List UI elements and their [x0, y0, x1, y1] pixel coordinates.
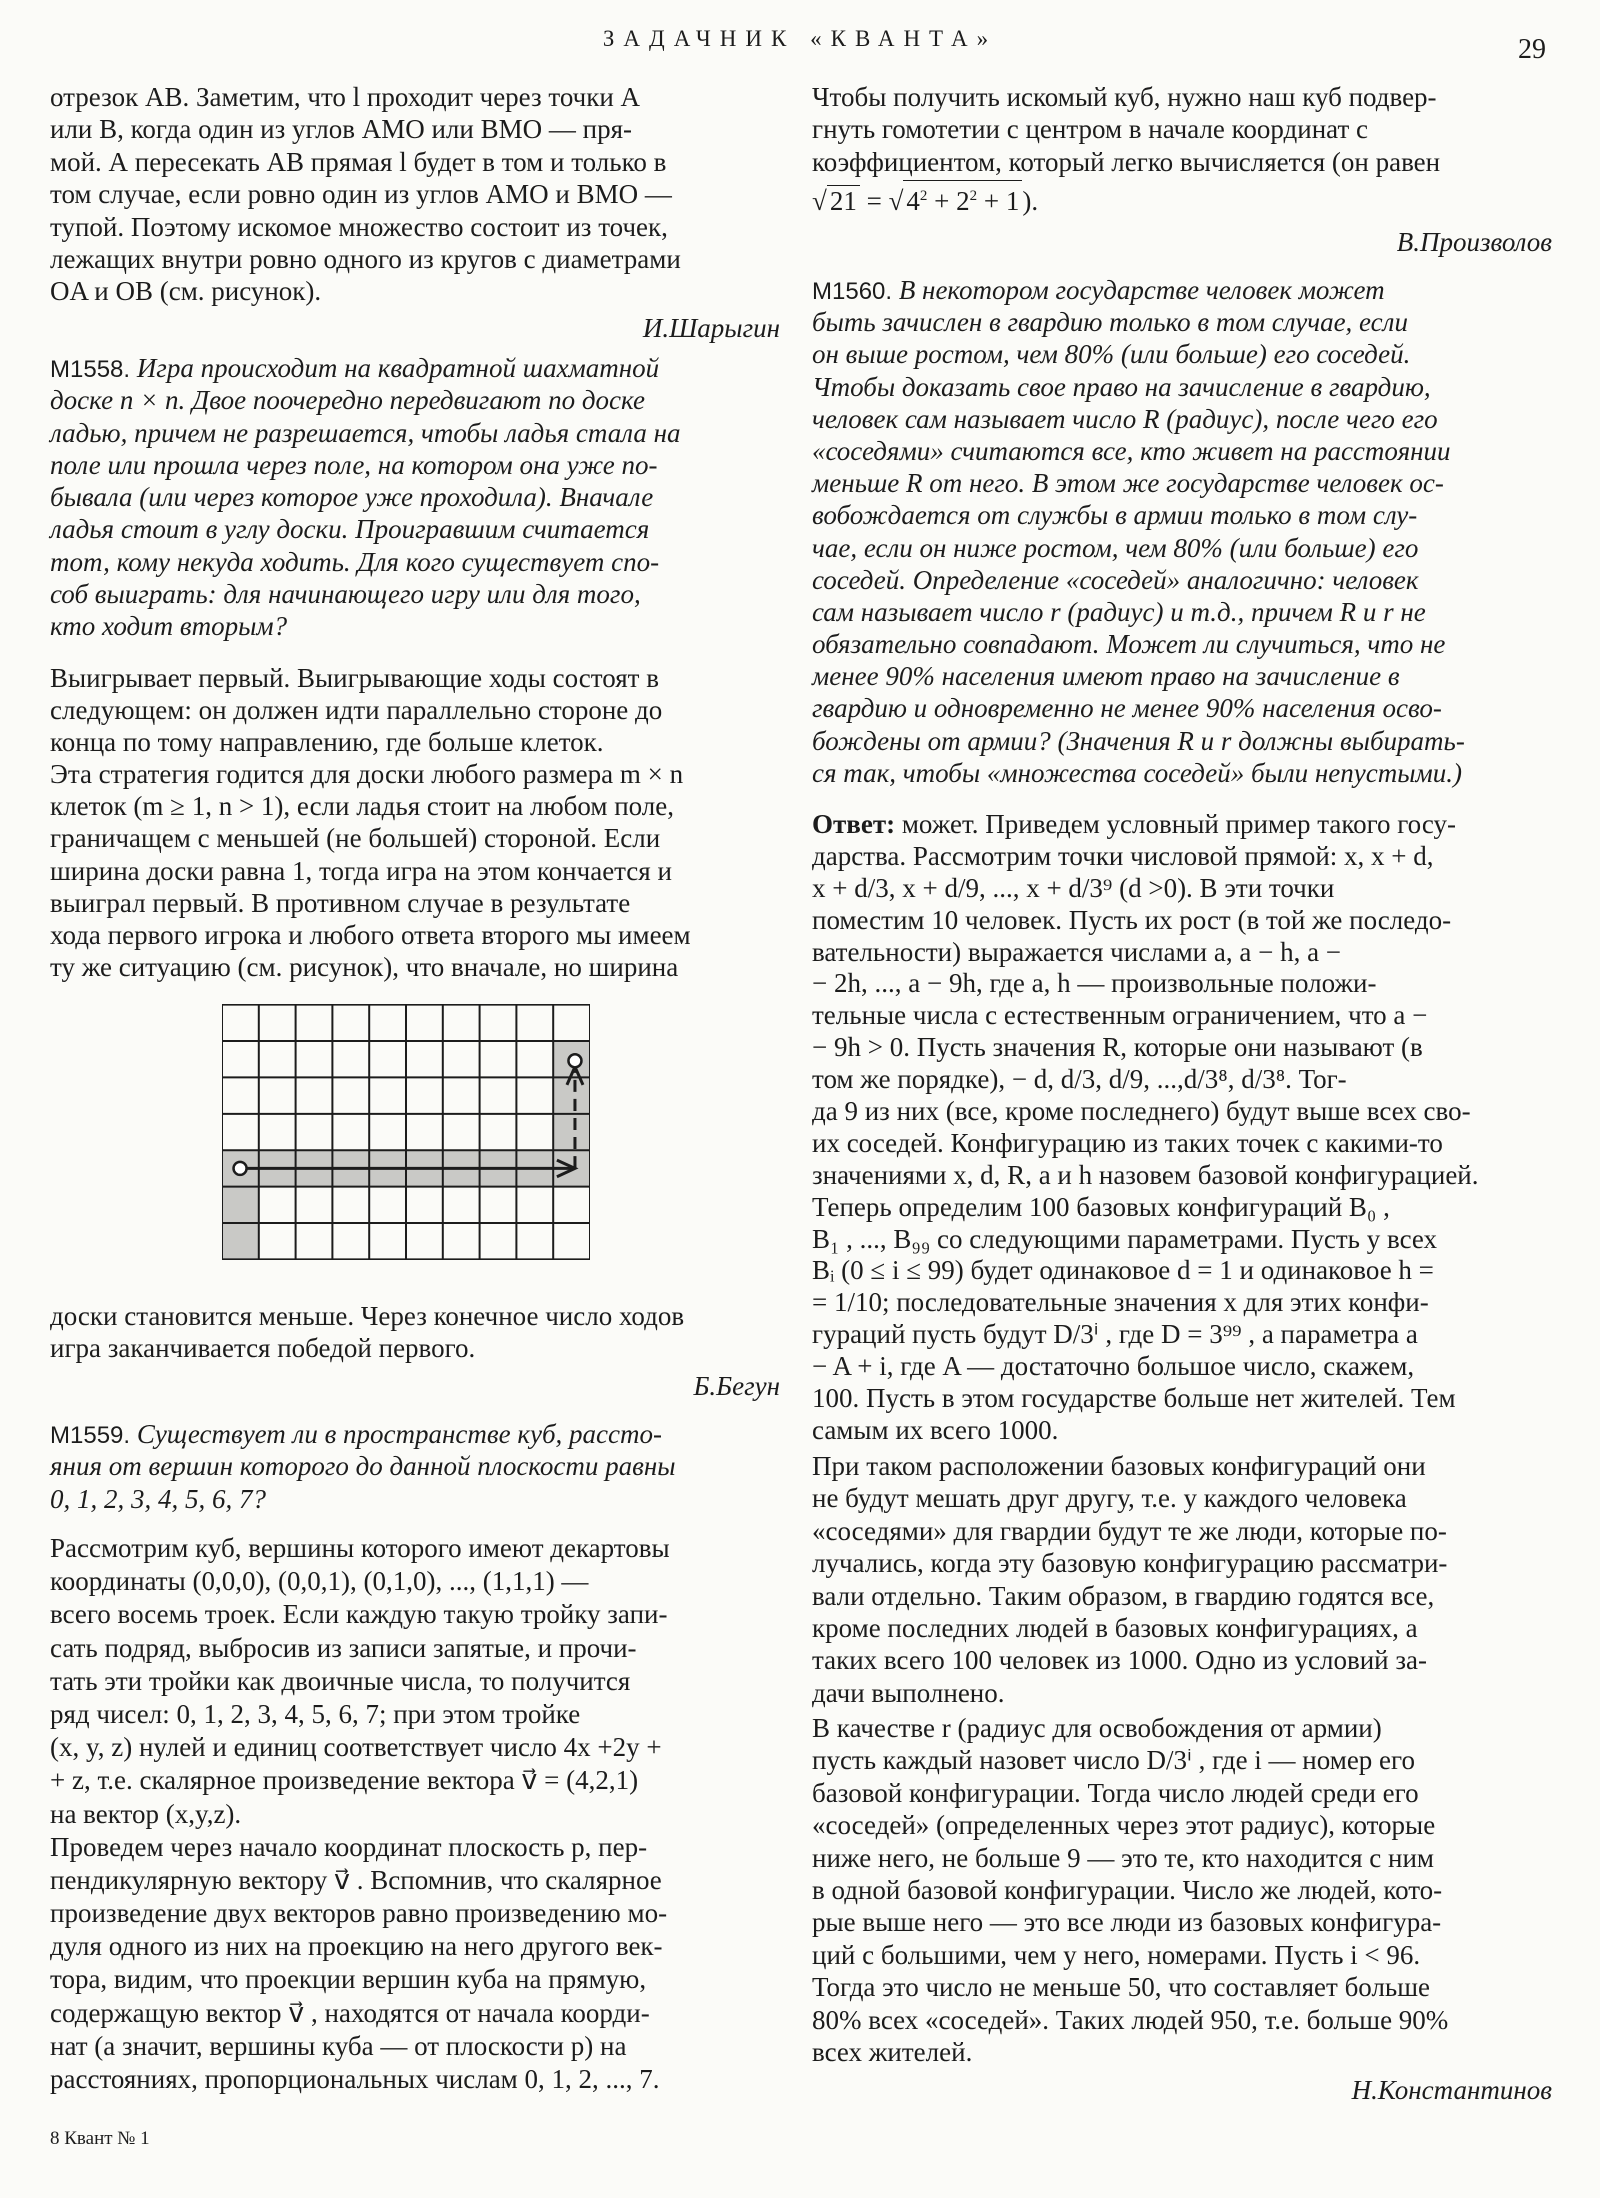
board-grid — [222, 1005, 590, 1260]
text-line — [812, 1128, 1552, 1160]
line-text: Bᵢ (0 ≤ i ≤ 99) будет одинаковое d = 1 и одинаковое h = — [812, 1255, 1434, 1286]
line-text: поместим 10 человек. Пусть их рост (в той же последо- — [812, 904, 1452, 935]
text-line — [812, 873, 1552, 905]
text-line: гнуть гомотетии с центром в начале координат с — [812, 114, 1369, 145]
solution-m1560-army — [812, 1712, 1552, 2068]
line-text: менее 90% населения имеют право на зачисление в — [812, 661, 1400, 692]
text-line: выиграл первый. В противном случае в результате — [50, 887, 631, 918]
text-line: дуля одного из них на проекцию на него другого век- — [50, 1931, 663, 1962]
text-line — [812, 1096, 1552, 1128]
line-text: «соседями» считаются все, кто живет на расстоянии — [812, 435, 1451, 466]
text-line: OA и OB (см. рисунок). — [50, 276, 322, 307]
equals-sign: = — [859, 186, 889, 216]
line-text: да 9 из них (все, кроме последнего) будут выше всех сво- — [812, 1096, 1471, 1127]
text-line: не будут мешать друг другу, т.е. у каждого человека — [812, 1483, 1407, 1514]
text-line — [50, 610, 780, 642]
page-footer: 8 Квант № 1 — [50, 2128, 150, 2149]
text-line — [812, 1160, 1552, 1192]
line-text: В некотором государстве человек может — [898, 275, 1385, 305]
exponent: 2 — [919, 188, 928, 204]
text-line: коэффициентом, который легко вычисляется (он равен — [812, 146, 1441, 177]
line-text: яния от вершин которого до данной плоскости равны — [50, 1451, 676, 1482]
text-line: доски становится меньше. Через конечное число ходов — [50, 1301, 685, 1331]
text-line — [812, 1287, 1552, 1319]
text-line — [812, 596, 1552, 628]
line-text: вательности) выражается числами a, a − h, a − — [812, 936, 1342, 967]
text-line — [812, 905, 1552, 937]
text-line: расстояниях, пропорциональных числам 0, 1, 2, ..., 7. — [50, 2064, 660, 2094]
text-line: рые выше него — это все люди из базовых конфигура- — [812, 1907, 1442, 1938]
line-text: он выше ростом, чем 80% (или больше) его соседей. — [812, 339, 1411, 370]
text-line: клеток (m ≥ 1, n > 1), если ладья стоит на любом поле, — [50, 791, 675, 822]
line-text: вобождается от службы в армии только в том слу- — [812, 500, 1418, 531]
line-text: тельные числа с естественным ограничением, что a − — [812, 1000, 1428, 1031]
radical-sign: √ — [888, 186, 904, 216]
text-line — [50, 384, 780, 416]
text-line: координаты (0,0,0), (0,0,1), (0,1,0), ..., (1,1,1) — — [50, 1566, 589, 1597]
text-line — [812, 1255, 1552, 1287]
text-line — [50, 1418, 780, 1450]
line-text: кто ходит вторым? — [50, 611, 288, 642]
chessboard-figure — [222, 1004, 590, 1260]
text-line: граничащем с меньшей (не большей) стороной. Если — [50, 823, 661, 854]
text-line: тать эти тройки как двоичные числа, то получится — [50, 1665, 631, 1696]
text-line — [812, 1032, 1552, 1064]
text-line: содержащую вектор v⃗ , находятся от начала коорди- — [50, 1997, 650, 2028]
text-line: ниже него, не больше 9 — это те, кто находится с ним — [812, 1842, 1434, 1873]
line-text: B₁ , ..., B₉₉ со следующими параметрами. Пусть у всех — [812, 1223, 1438, 1254]
text-line: сать подряд, выбросив из записи запятые, и прочи- — [50, 1632, 637, 1663]
solution-m1560-answer — [812, 809, 1552, 1447]
text-line: Чтобы получить искомый куб, нужно наш куб подвер- — [812, 82, 1437, 112]
line-text: самым их всего 1000. — [812, 1414, 1059, 1445]
text-line: тупой. Поэтому искомое множество состоит из точек, — [50, 211, 668, 242]
running-header: ЗАДАЧНИК «КВАНТА» — [602, 26, 998, 51]
line-text: обязательно совпадают. Может ли случиться, что не — [812, 629, 1446, 660]
line-text: гвардию и одновременно не менее 90% населения осво- — [812, 693, 1442, 724]
text-line — [812, 1224, 1552, 1256]
text-line — [50, 1450, 780, 1482]
text-line — [812, 841, 1552, 873]
text-line — [812, 467, 1552, 499]
page-number: 29 — [1518, 34, 1546, 65]
coefficient-formula — [812, 180, 1552, 217]
text-line — [812, 403, 1552, 435]
text-line: При таком расположении базовых конфигураций они — [812, 1451, 1426, 1481]
problem-label: М1558. — [50, 356, 131, 383]
problem-m1559 — [50, 1418, 780, 1515]
text-line: вали отдельно. Таким образом, в гвардию годятся все, — [812, 1580, 1435, 1611]
text-line — [812, 1383, 1552, 1415]
line-text: Теперь определим 100 базовых конфигураций B₀ , — [812, 1191, 1390, 1222]
text-line — [812, 968, 1552, 1000]
line-text: может. Приведем условный пример такого госу- — [901, 809, 1456, 839]
author-signature: Н.Константинов — [1351, 2075, 1552, 2105]
text-line — [812, 564, 1552, 596]
text-line — [812, 371, 1552, 403]
text-line: Тогда это число не меньше 50, что составляет больше — [812, 1972, 1431, 2003]
line-text: 100. Пусть в этом государстве больше нет жителей. Тем — [812, 1383, 1456, 1414]
text-line — [812, 757, 1552, 789]
text-line — [812, 937, 1552, 969]
solution-m1559-end — [812, 81, 1552, 178]
line-text: поле или прошла через поле, на котором она уже по- — [50, 449, 658, 480]
text-line — [812, 1415, 1552, 1447]
text-line — [812, 809, 1552, 841]
line-text: Игра происходит на квадратной шахматной — [136, 353, 660, 383]
line-text: человек сам называет число R (радиус), после чего его — [812, 403, 1438, 434]
text-line: отрезок AB. Заметим, что l проходит через точки A — [50, 82, 641, 112]
text-line: хода первого игрока и любого ответа второго мы имеем — [50, 919, 691, 950]
text-line: том случае, если ровно один из углов AMO и BMO — — [50, 179, 672, 210]
text-line: игра заканчивается победой первого. — [50, 1333, 476, 1364]
text-line: следующем: он должен идти параллельно стороне до — [50, 695, 663, 726]
text-line: «соседями» для гвардии будут те же люди, которые по- — [812, 1515, 1447, 1546]
text-line — [812, 306, 1552, 338]
line-text: x + d/3, x + d/9, ..., x + d/3⁹ (d >0). В эти точки — [812, 872, 1335, 903]
line-text: − A + i, где A — достаточно большое число, скажем, — [812, 1351, 1415, 1382]
line-text: соб выиграть: для начинающего игру или для того, — [50, 579, 641, 610]
line-text: меньше R от него. В этом же государстве человек ос- — [812, 468, 1444, 499]
text-line: 80% всех «соседей». Таких людей 950, т.е. больше 90% — [812, 2004, 1449, 2035]
text-line — [812, 1192, 1552, 1224]
radical-sign: √ — [812, 186, 827, 216]
text-line — [812, 1000, 1552, 1032]
text-line: базовой конфигурации. Тогда число людей среди его — [812, 1777, 1419, 1808]
text-line — [812, 435, 1552, 467]
text-line: лежащих внутри ровно одного из кругов с диаметрами — [50, 243, 681, 274]
text-line: Рассмотрим куб, вершины которого имеют декартовы — [50, 1533, 670, 1563]
solution-m1558-end — [50, 1300, 780, 1365]
text-line: лучались, когда эту базовую конфигурацию рассматри- — [812, 1548, 1448, 1579]
line-text: 0, 1, 2, 3, 4, 5, 6, 7? — [50, 1483, 266, 1514]
problem-label: М1559. — [50, 1422, 131, 1449]
text-line: или B, когда один из углов AMO или BMO — пря- — [50, 114, 632, 145]
text-line: В качестве r (радиус для освобождения от армии) — [812, 1713, 1382, 1743]
text-line — [812, 1351, 1552, 1383]
text-line — [812, 499, 1552, 531]
line-text: чае, если он ниже ростом, чем 80% (или больше) его — [812, 532, 1419, 563]
text-line: Выигрывает первый. Выигрывающие ходы состоят в — [50, 663, 659, 693]
line-text: ся так, чтобы «множества соседей» были непустыми.) — [812, 757, 1462, 788]
line-text: ладью, причем не разрешается, чтобы ладья стала на — [50, 417, 681, 448]
text-line: дачи выполнено. — [812, 1677, 1005, 1708]
line-text: ладья стоит в углу доски. Проигравшим считается — [50, 514, 650, 545]
text-line: ций с большими, чем у него, номерами. Пусть i < 96. — [812, 1939, 1421, 1970]
text-line — [50, 449, 780, 481]
text-line: произведение двух векторов равно произведению мо- — [50, 1898, 668, 1929]
text-line: всех жителей. — [812, 2036, 973, 2067]
text-line: + z, т.е. скалярное произведение вектора v⃗ = (4,2,1) — [50, 1765, 639, 1796]
text-line: ту же ситуацию (см. рисунок), что вначале, но ширина — [50, 951, 679, 982]
line-text: гураций пусть будут D/3ⁱ , где D = 3⁹⁹ , а параметра a — [812, 1319, 1418, 1350]
text-line — [812, 628, 1552, 660]
text-line: таких всего 100 человек из 1000. Одно из условий за- — [812, 1645, 1428, 1676]
start-position-marker — [234, 1162, 247, 1175]
line-text: = 1/10; последовательные значения x для этих конфи- — [812, 1287, 1429, 1318]
text-line — [50, 417, 780, 449]
line-text: сам называет число r (радиус) и т.д., причем R и r не — [812, 596, 1426, 627]
text-line: в одной базовой конфигурации. Число же людей, кото- — [812, 1874, 1443, 1905]
solution-m1558 — [50, 662, 780, 983]
problem-m1560 — [812, 274, 1552, 789]
line-text: доске n × n. Двое поочередно передвигают по доске — [50, 385, 645, 416]
radicand-right — [903, 180, 1022, 216]
text-line — [812, 532, 1552, 564]
text-line: ряд чисел: 0, 1, 2, 3, 4, 5, 6, 7; при этом тройке — [50, 1698, 581, 1729]
text-line — [50, 513, 780, 545]
text-line: всего восемь троек. Если каждую такую тройку запи- — [50, 1599, 668, 1630]
text-line: тора, видим, что проекции вершин куба на прямую, — [50, 1964, 647, 1995]
plus-one: + 1 — [977, 186, 1020, 216]
text-line — [50, 352, 780, 384]
text-line: мой. А пересекать AB прямая l будет в том и только в — [50, 146, 667, 177]
formula-tail: ). — [1022, 186, 1039, 216]
text-line: нат (а значит, вершины куба — от плоскости p) на — [50, 2030, 627, 2061]
line-text: быть зачислен в гвардию только в том случае, если — [812, 307, 1408, 338]
text-line — [50, 1483, 780, 1515]
text-line: пусть каждый назовет число D/3ⁱ , где i — номер его — [812, 1745, 1415, 1776]
text-line — [812, 274, 1552, 306]
text-line: (x, y, z) нулей и единиц соответствует число 4x +2y + — [50, 1732, 662, 1763]
text-line — [812, 725, 1552, 757]
text-line — [812, 1064, 1552, 1096]
text-line: Проведем через начало координат плоскость p, пер- — [50, 1831, 648, 1862]
line-text: дарства. Рассмотрим точки числовой прямой: x, x + d, — [812, 840, 1434, 871]
text-line — [812, 1319, 1552, 1351]
text-line — [50, 578, 780, 610]
line-text: тот, кому некуда ходить. Для кого существует спо- — [50, 546, 660, 577]
line-text: бождены от армии? (Значения R и r должны выбирать- — [812, 725, 1465, 756]
text-line: кроме последних людей в базовых конфигурациях, а — [812, 1612, 1418, 1643]
base: 2 — [956, 186, 970, 216]
text-line — [50, 546, 780, 578]
line-text: соседей. Определение «соседей» аналогично: человек — [812, 564, 1419, 595]
problem-m1558 — [50, 352, 780, 643]
text-line: на вектор (x,y,z). — [50, 1798, 242, 1829]
text-line — [812, 338, 1552, 370]
line-text: − 9h > 0. Пусть значения R, которые они называют (в — [812, 1032, 1423, 1063]
solution-m1557-end — [50, 81, 780, 308]
plus-sign: + — [927, 186, 957, 216]
text-line: конца по тому направлению, где больше клеток. — [50, 727, 604, 758]
line-text: Существует ли в пространстве куб, рассто- — [136, 1419, 663, 1449]
text-line: ширина доски равна 1, тогда игра на этом кончается и — [50, 855, 672, 886]
text-line: пендикулярную вектору v⃗ . Вспомнив, что скалярное — [50, 1864, 662, 1895]
text-line — [812, 660, 1552, 692]
exponent: 2 — [969, 188, 978, 204]
line-text: − 2h, ..., a − 9h, где a, h — произвольные положи- — [812, 968, 1377, 999]
problem-label: М1560. — [812, 278, 893, 305]
text-line — [50, 481, 780, 513]
text-line: «соседей» (определенных через этот радиус), которые — [812, 1810, 1436, 1841]
radicand-left: 21 — [827, 185, 860, 216]
line-text: Чтобы доказать свое право на зачисление в гвардию, — [812, 371, 1431, 402]
author-signature: В.Произволов — [1396, 227, 1552, 257]
line-text: значениями x, d, R, a и h назовем базовой конфигурацией. — [812, 1159, 1479, 1190]
solution-m1559 — [50, 1532, 780, 2096]
author-signature: Б.Бегун — [693, 1371, 780, 1401]
line-text: бывала (или через которое уже проходила). Вначале — [50, 482, 654, 513]
base: 4 — [906, 186, 920, 216]
problem-label: Ответ: — [812, 809, 896, 839]
line-text: том же порядке), − d, d/3, d/9, ...,d/3⁸, d/3⁸. Тог- — [812, 1064, 1347, 1095]
line-text: их соседей. Конфигурацию из таких точек с какими-то — [812, 1127, 1443, 1158]
text-line — [812, 692, 1552, 724]
text-line: Эта стратегия годится для доски любого размера m × n — [50, 759, 684, 790]
solution-m1560-guard — [812, 1450, 1552, 1709]
author-signature: И.Шарыгин — [642, 313, 780, 343]
end-position-marker — [568, 1054, 581, 1067]
